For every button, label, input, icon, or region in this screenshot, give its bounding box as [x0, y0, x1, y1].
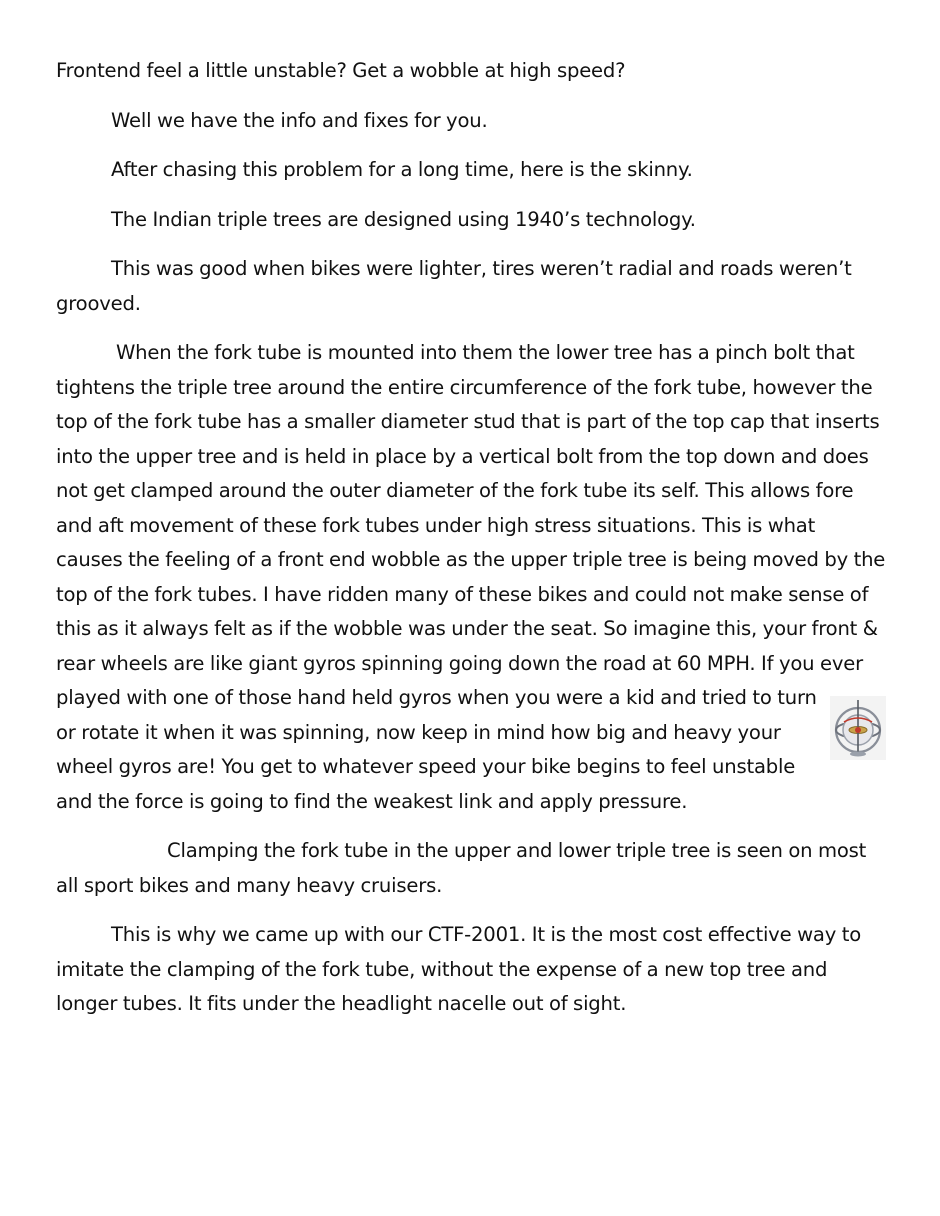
- paragraph-lighter-bikes: This was good when bikes were lighter, tires weren’t radial and roads weren’t grooved.: [56, 257, 852, 315]
- paragraph-info-fixes: Well we have the info and fixes for you.: [111, 108, 488, 132]
- paragraph-skinny: After chasing this problem for a long time, here is the skinny.: [111, 158, 693, 181]
- document-page: [56, 54, 886, 1037]
- paragraph-fork-tube-explanation: When the fork tube is mounted into them the lower tree has a pinch bolt that tightens the triple tree around the entire circumference of the fork tube, however the top of the fork tube has a smaller diameter stud that is part of the top cap that inserts into the upper tree and is held in place by a vertical bolt from the top down and does not get clamped around the outer diameter of the fork tube its self. This allows fore and aft movement of these fork tubes under high stress situations. This is what causes the feeling of a front end wobble as the upper triple tree is being moved by the top of the fork tubes. I have ridden many of these bikes and could not make sense of this as it always felt as if the wobble was under the seat. So imagine this, your front & rear wheels are like giant gyros spinning going down the road at 60 MPH. If you ever played with one of those hand held gyros when you were a kid and tried to turn or rotate it when it was spinning, now keep in mind how big and heavy your wheel gyros are! You get to whatever speed your bike begins to feel unstable and the force is going to find the weakest link and apply pressure.: [56, 341, 886, 813]
- gyroscope-icon: [830, 696, 886, 760]
- paragraph-fork-tube-container: [56, 336, 886, 819]
- paragraph-ctf-2001: This is why we came up with our CTF-2001. It is the most cost effective way to imitate the clamping of the fork tube, without the expense of a new top tree and longer tubes. It fits under the headlight nacelle out of sight.: [56, 923, 861, 1015]
- paragraph-intro-question: Frontend feel a little unstable? Get a wobble at high speed?: [56, 59, 626, 82]
- paragraph-clamping-sport-bikes: Clamping the fork tube in the upper and lower triple tree is seen on most all sport bikes and many heavy cruisers.: [56, 839, 867, 897]
- paragraph-1940s-technology: The Indian triple trees are designed using 1940’s technology.: [111, 207, 696, 231]
